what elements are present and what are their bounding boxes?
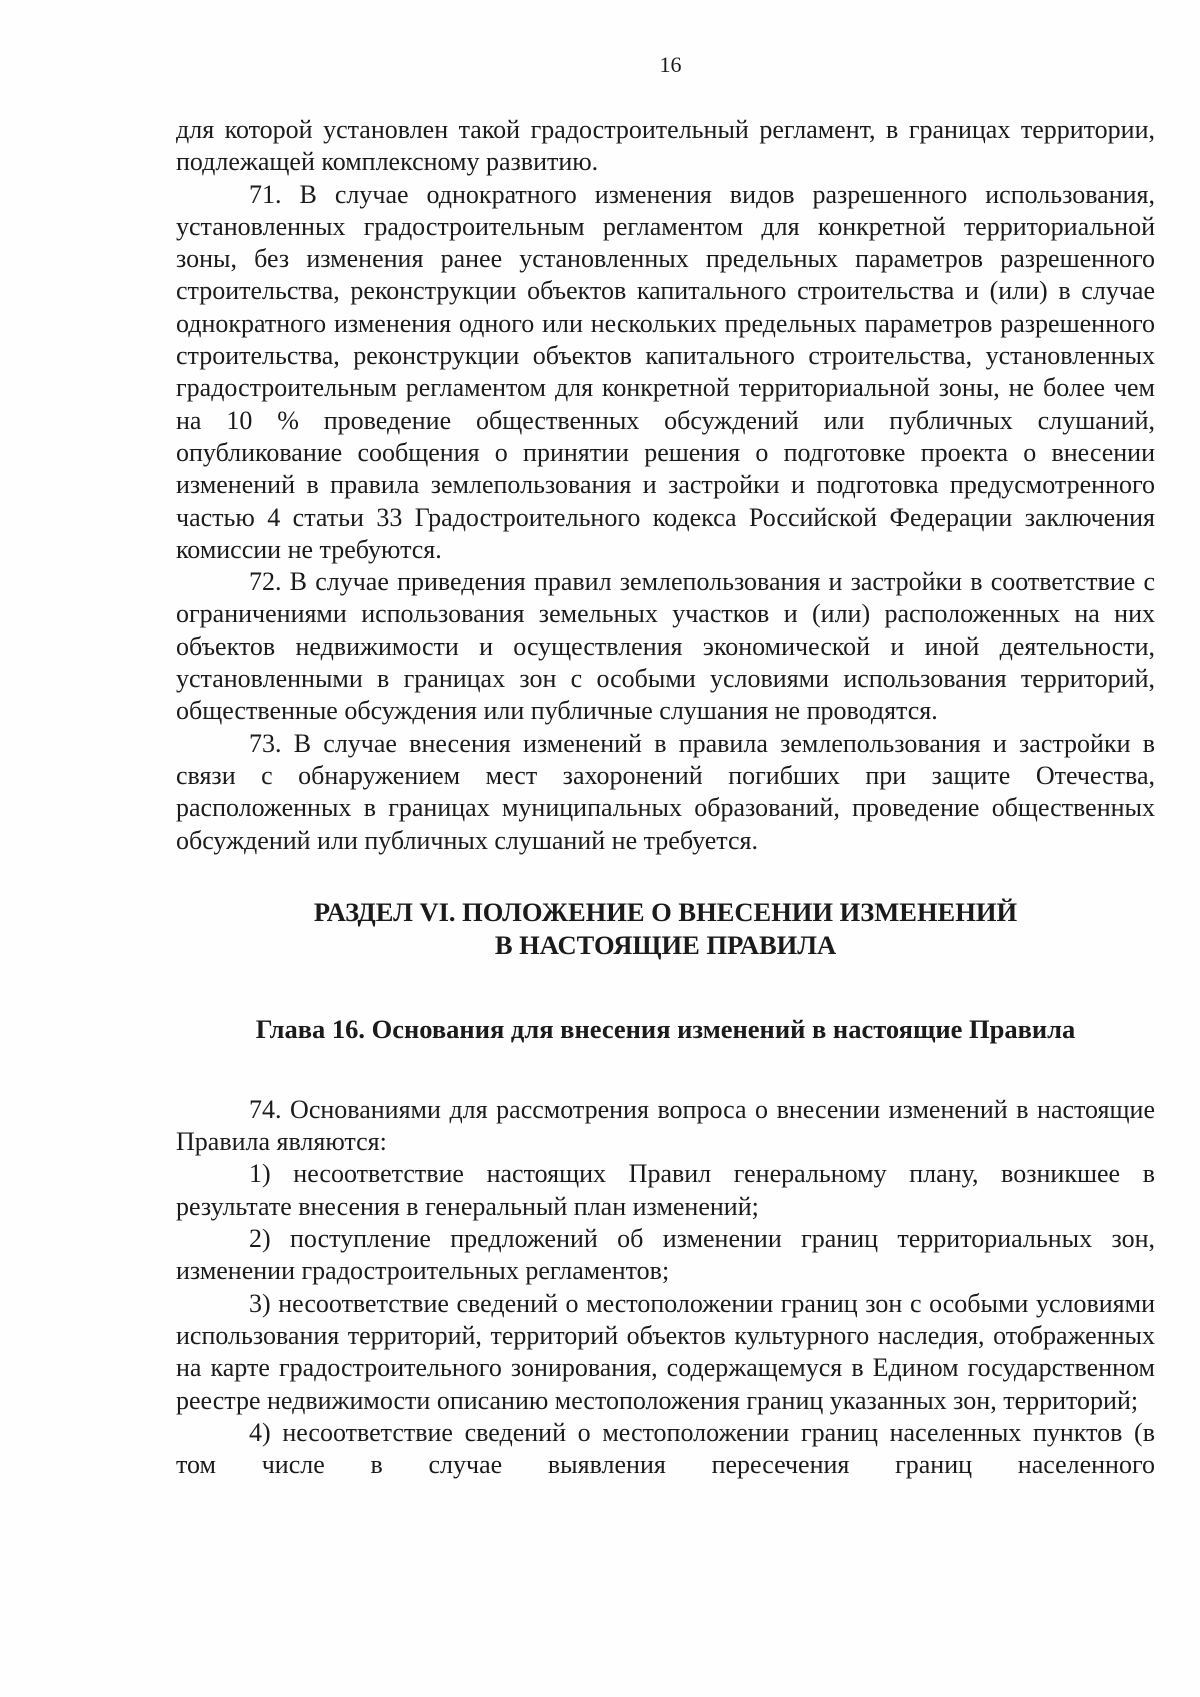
page-number: 16 xyxy=(659,52,682,77)
paragraph-73: 73. В случае внесения изменений в правила землепользования и застройки в связи с обнаружением мест захоронений погибших при защите Отечества, расположенных в границах муниципальных образований, проведение общественных обсуждений или публичных слушаний не требуется. xyxy=(176,728,1155,855)
paragraph-74-item-4: 4) несоответствие сведений о местоположении границ населенных пунктов (в том числе в случае выявления пересечения границ населенного xyxy=(176,1417,1155,1480)
paragraph-74-item-3: 3) несоответствие сведений о местоположении границ зон с особыми условиями использования территорий, территорий объектов культурного наследия, отображенных на карте градостроительного зонирования, содержащемуся в Едином государственном реестре недвижимости описанию местоположения границ указанных зон, территорий; xyxy=(176,1288,1155,1415)
paragraph-70-continuation: для которой установлен такой градостроительный регламент, в границах территории, подлежащей комплексному развитию. xyxy=(176,115,1155,177)
paragraph-74-item-2: 2) поступление предложений об изменении границ территориальных зон, изменении градостроительных регламентов; xyxy=(176,1224,1155,1286)
section-heading-line-1: РАЗДЕЛ VI. ПОЛОЖЕНИЕ О ВНЕСЕНИИ ИЗМЕНЕНИЙ xyxy=(313,896,1018,927)
chapter-heading: Глава 16. Основания для внесения изменений в настоящие Правила xyxy=(255,1013,1076,1044)
section-heading xyxy=(176,896,1155,962)
document-body xyxy=(176,114,1155,857)
paragraph-71: 71. В случае однократного изменения видов разрешенного использования, установленных градостроительным регламентом для конкретной территориальной зоны, без изменения ранее установленных предельных параметров разрешенного строительства, реконструкции объектов капитального строительства и (или) в случае однократного изменения одного или нескольких предельных параметров разрешенного строительства, реконструкции объектов капитального строительства, установленных градостроительным регламентом для конкретной территориальной зоны, не более чем на 10 % проведение общественных обсуждений или публичных слушаний, опубликование сообщения о принятии решения о подготовке проекта о внесении изменений в правила землепользования и застройки и подготовка предусмотренного частью 4 статьи 33 Градостроительного кодекса Российской Федерации заключения комиссии не требуются. xyxy=(176,179,1155,564)
chapter-body xyxy=(176,1094,1155,1482)
paragraph-72: 72. В случае приведения правил землепользования и застройки в соответствие с ограничениями использования земельных участков и (или) расположенных на них объектов недвижимости и осуществления экономической и иной деятельности, установленными в границах зон с особыми условиями использования территорий, общественные обсуждения или публичные слушания не проводятся. xyxy=(176,567,1155,726)
paragraph-74-item-1: 1) несоответствие настоящих Правил генеральному плану, возникшее в результате внесения в генеральный план изменений; xyxy=(176,1159,1155,1221)
section-heading-line-2: В НАСТОЯЩИЕ ПРАВИЛА xyxy=(494,929,837,960)
paragraph-74: 74. Основаниями для рассмотрения вопроса о внесении изменений в настоящие Правила являются: xyxy=(176,1094,1155,1157)
